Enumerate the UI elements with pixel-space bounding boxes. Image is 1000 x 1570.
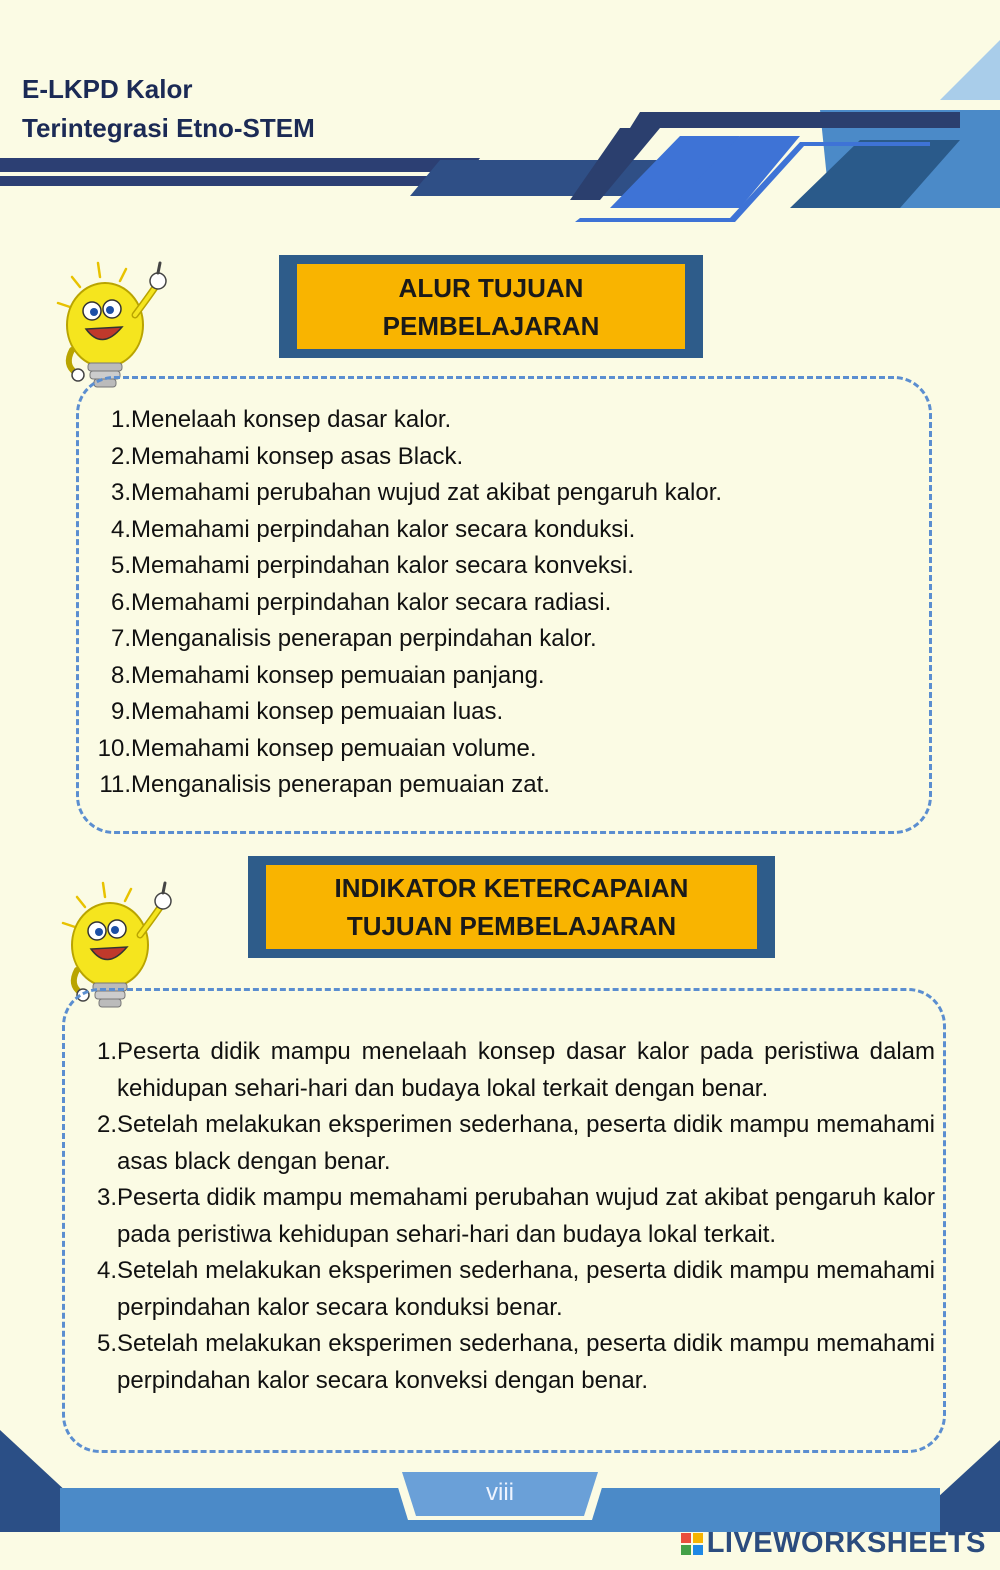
list-item [79, 585, 722, 622]
list-item-text: Memahami konsep asas Black. [131, 442, 464, 470]
list-item-text: Menelaah konsep dasar kalor. [131, 406, 452, 433]
section-heading-indicators [248, 856, 775, 958]
liveworksheets-logo-icon [681, 1533, 703, 1555]
list-item-number: 9. [110, 698, 131, 725]
list-item-text: Setelah melakukan eksperimen sederhana, peserta didik mampu memahami perpindahan kalor secara konduksi benar. [117, 1257, 935, 1321]
list-item [91, 1253, 935, 1326]
list-item [79, 439, 722, 476]
list-item [79, 512, 722, 549]
list-item-text: Memahami perpindahan kalor secara konduksi. [131, 515, 636, 543]
list-item [91, 1034, 935, 1107]
list-item [79, 731, 722, 768]
list-item-text: Menganalisis penerapan perpindahan kalor. [131, 625, 597, 652]
learning-goals-box [76, 376, 932, 834]
list-item [91, 1180, 935, 1253]
list-item-text: Setelah melakukan eksperimen sederhana, peserta didik mampu memahami perpindahan kalor secara konveksi dengan benar. [117, 1330, 935, 1394]
section-heading-line2: PEMBELAJARAN [382, 310, 600, 341]
list-item-number: 6. [110, 588, 131, 616]
list-item-number: 10. [97, 734, 131, 762]
indicators-box [62, 988, 946, 1453]
list-item-number: 2. [110, 442, 131, 470]
list-item-number: 1. [96, 1038, 117, 1065]
document-title-line1: E-LKPD Kalor [22, 74, 193, 104]
watermark [681, 1527, 986, 1560]
list-item [79, 402, 722, 439]
section-heading-line2: TUJUAN PEMBELAJARAN [346, 911, 677, 941]
list-item [79, 658, 722, 695]
watermark-text: LIVEWORKSHEETS [706, 1527, 986, 1559]
list-item-text: Memahami perpindahan kalor secara radiasi. [131, 588, 612, 616]
page-number: viii [486, 1479, 514, 1506]
section-heading-line1: INDIKATOR KETERCAPAIAN [334, 873, 689, 903]
list-item-text: Peserta didik mampu menelaah konsep dasar kalor pada peristiwa dalam kehidupan sehari-hari dan budaya lokal terkait dengan benar. [117, 1038, 935, 1102]
list-item-text: Peserta didik mampu memahami perubahan wujud zat akibat pengaruh kalor pada peristiwa kehidupan sehari-hari dan budaya lokal terkait. [117, 1184, 935, 1248]
list-item-number: 7. [110, 625, 131, 652]
section-heading-line1: ALUR TUJUAN [398, 272, 584, 303]
list-item-text: Memahami perpindahan kalor secara konveksi. [131, 552, 634, 579]
list-item [79, 475, 722, 512]
list-item-number: 3. [110, 479, 131, 506]
list-item-number: 8. [110, 661, 131, 689]
list-item [79, 767, 722, 804]
list-item-number: 5. [110, 552, 131, 579]
list-item [79, 621, 722, 658]
list-item-number: 5. [96, 1330, 117, 1357]
list-item [79, 548, 722, 585]
list-item-number: 3. [96, 1184, 117, 1211]
list-item-text: Memahami konsep pemuaian panjang. [131, 661, 545, 689]
list-item [79, 694, 722, 731]
list-item [91, 1107, 935, 1180]
list-item [91, 1326, 935, 1399]
list-item-text: Menganalisis penerapan pemuaian zat. [131, 771, 550, 798]
list-item-number: 2. [96, 1111, 117, 1138]
list-item-number: 4. [96, 1257, 117, 1284]
list-item-text: Memahami perubahan wujud zat akibat pengaruh kalor. [131, 479, 723, 506]
list-item-number: 4. [110, 515, 131, 543]
list-item-text: Setelah melakukan eksperimen sederhana, peserta didik mampu memahami asas black dengan benar. [117, 1111, 935, 1175]
list-item-text: Memahami konsep pemuaian luas. [131, 698, 504, 725]
list-item-text: Memahami konsep pemuaian volume. [131, 734, 537, 762]
document-title-line2: Terintegrasi Etno-STEM [22, 113, 315, 143]
document-title [22, 70, 315, 148]
section-heading-learning-goals [279, 255, 703, 358]
list-item-number: 1. [110, 406, 131, 433]
list-item-number: 11. [99, 771, 131, 798]
indicators-list [65, 1034, 935, 1399]
learning-goals-list [79, 402, 722, 804]
